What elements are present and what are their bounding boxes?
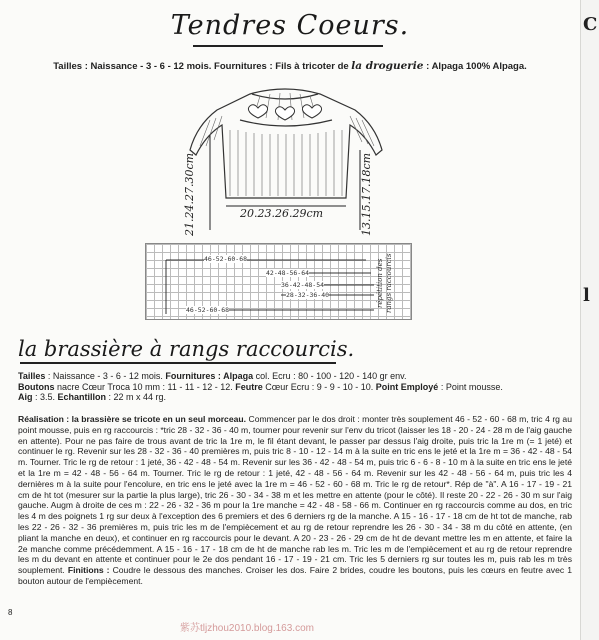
watermark: 紫苏tljzhou2010.blog.163.com xyxy=(180,623,314,634)
title-underline xyxy=(193,45,383,47)
side-dimension: 13.15.17.18cm xyxy=(360,152,374,237)
info-label: Point Employé xyxy=(375,381,439,392)
instructions-body: Commencer par le dos droit : monter très souplement 46 - 52 - 60 - 68 m, tric 4 rg au point mousse, puis en rg raccourcis : *tric 28 - 32 - 36 - 40 m, tourner pour revenir sur l'env du tricot (laisser les 18 - 20 - 24 - 28 m de l'aig gauche en attente). Pour ne pas faire de trous avant de tric la 1re m, le fil étant devant, le passer par dessus l'aig droite, puis tric la 1re m (= 1 jeté) et continuer le rg. Revenir sur les 28 - 32 - 36 - 40 premières m, puis tric 8 - 10 - 12 - 14 m à la suite en tric ens le jeté et la 1re m = 36 - 42 - 48 - 54 m. Tourner. Tric le rg de retour : 1 jeté, 36 - 42 - 48 - 54 m. Revenir sur les 36 - 42 - 48 - 54 m, puis tric 6 - 6 - 8 - 10 m à la suite en tric ens le jeté et la 1re m = 42 - 48 - 56 - 64 m. Tourner. Tric le rg de retour : 1 jeté, 42 - 48 - 56 - 64 m. Revenir sur les 42 - 48 - 56 - 64 m, puis tric les 4 dernières m à la suite pour l'encolure, en tric ens le jeté avec la 1re m = 46 - 52 - 60 - 68 m. Tric le rg de retour*. Rép de "à". A 16 - 17 - 19 - 21 cm de ht tot (mesurer sur la partie la plus large), tric 26 - 30 - 34 - 38 m et les mettre en attente (pour le côté). Il reste 20 - 22 - 26 - 30 m sur l'aig gauche. Augm à droite de ces m : 22 - 26 - 32 - 36 m pour la 1re manche = 42 - 48 - 58 - 66 m. Continuer en rg raccourcis comme au dos, en tric les 4 m des poignets 1 rg sur deux à l'exception des 6 premiers et des 6 derniers rg de la manche. A 15 - 16 - 17 - 18 cm de ht tot de manche, rab les 22 - 26 - 32 - 36 premières m, puis tric les m de l'empiècement et au rg de retour reprendre les 26 - 30 - 34 - 38 m du côté en attente, (en pliant la manche en deux), et continuer en rg raccourcis pour le devant. A 20 - 23 - 26 - 29 cm de ht de devant mettre les m en attente, et faire la 2e manche comme précédemment. A 15 - 16 - 17 - 18 cm de ht de manche rab les m. Tric les m de l'empiècement et au rg de retour reprendre les m du devant en attente et continuer pour le 2e dos pendant 16 - 17 - 19 - 21 cm. Tric les 5 derniers rg sur toutes les m, puis rab les m très souplement. xyxy=(18,414,573,576)
instructions-label: Réalisation : la brassière se tricote en un seul morceau. xyxy=(18,414,247,424)
info-text: nacre Cœur Troca 10 mm : 11 - 11 - 12 - 12. xyxy=(54,381,236,392)
info-text: : 22 m x 44 rg. xyxy=(106,392,167,402)
short-rows-chart xyxy=(145,243,412,320)
info-text: Cœur Ecru : 9 - 9 - 10 - 10. xyxy=(262,381,376,392)
info-label: Tailles xyxy=(18,371,46,381)
sizes-prefix: Tailles : Naissance - 3 - 6 - 12 mois. Fournitures : Fils à tricoter de xyxy=(53,61,352,72)
info-label: Fournitures : Alpaga xyxy=(165,371,254,381)
info-label: Echantillon xyxy=(57,392,107,402)
section-title: la brassière à rangs raccourcis. xyxy=(18,337,355,361)
info-label: Boutons xyxy=(18,381,55,392)
next-page-fragment: C xyxy=(583,14,598,35)
sizes-suffix: : Alpaga 100% Alpaga. xyxy=(423,61,527,72)
section-title-underline xyxy=(20,362,336,364)
chart-row-label: 36-42-48-54 xyxy=(281,281,325,289)
info-text: : Naissance - 3 - 6 - 12 mois. xyxy=(45,371,166,381)
chart-row-label: 46-52-60-68 xyxy=(204,255,248,263)
width-dimension: 20.23.26.29cm xyxy=(240,207,324,220)
info-text: : Point mousse. xyxy=(438,381,503,392)
next-page-edge xyxy=(580,0,599,640)
brand-name: la droguerie xyxy=(351,60,424,72)
materials-info xyxy=(18,371,570,403)
sizes-line xyxy=(0,60,580,72)
finishing-body: Coudre le dessous des manches. Croiser les dos. Faire 2 brides, coudre les boutons, puis les cœurs en feutre avec 1 bouton autour de l'empiècement. xyxy=(18,565,572,586)
info-label: Aig xyxy=(18,392,33,402)
height-dimension: 21.24.27.30cm xyxy=(183,152,197,237)
page-title: Tendres Coeurs. xyxy=(170,10,410,41)
chart-row-label: 28-32-36-40 xyxy=(286,291,330,299)
instructions-text xyxy=(18,414,572,587)
chart-row-label: 46-52-60-68 xyxy=(186,306,230,314)
chart-side-note: répétition des rangs raccourcis xyxy=(376,253,393,313)
finishing-label: Finitions : xyxy=(67,565,110,576)
info-label: Feutre xyxy=(235,381,263,392)
page-number: 8 xyxy=(8,608,13,617)
next-page-fragment: l xyxy=(583,285,590,306)
info-text: : 3.5. xyxy=(32,392,58,402)
info-text: col. Ecru : 80 - 100 - 120 - 140 gr env. xyxy=(253,371,407,381)
chart-row-label: 42-48-56-64 xyxy=(266,269,310,277)
